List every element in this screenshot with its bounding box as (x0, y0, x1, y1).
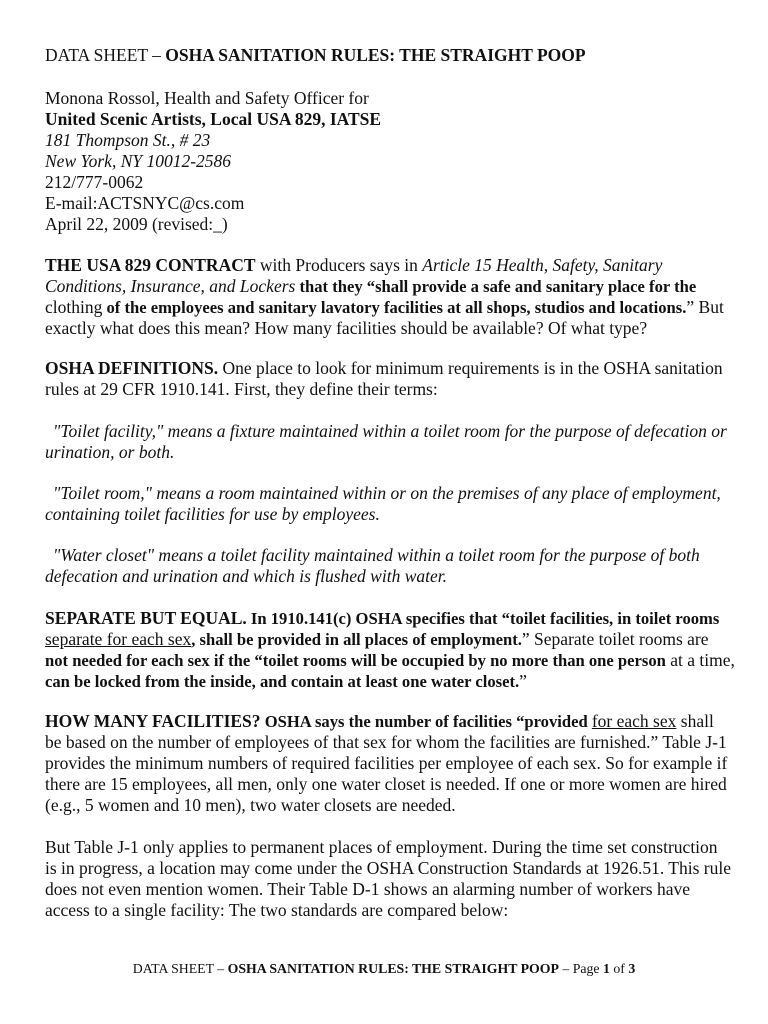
text-run: of the employees and sanitary lavatory facilities at all shops, studios and locations. (102, 298, 687, 317)
title-prefix: DATA SHEET – (45, 45, 166, 65)
page-total: 3 (628, 961, 636, 976)
email-address: E-mail:ACTSNYC@cs.com (45, 193, 245, 213)
text-run: rules at 29 CFR 1910.141. First, they define their terms: (45, 379, 438, 399)
text-line (45, 358, 723, 379)
phone-number: 212/777-0062 (45, 172, 144, 192)
text-line (45, 671, 735, 692)
section-heading: SEPARATE BUT EQUAL. (45, 608, 247, 628)
text-line (45, 753, 727, 774)
text-run: Conditions, Insurance, and Lockers (45, 276, 296, 296)
text-line (45, 629, 735, 650)
text-line (45, 297, 724, 318)
author-name-line: Monona Rossol, Health and Safety Officer for (45, 88, 369, 108)
text-line: But Table J-1 only applies to permanent places of employment. During the time set construction (45, 837, 718, 857)
text-line: urination, or both. (45, 442, 175, 462)
text-line: "Toilet room," means a room maintained within or on the premises of any place of employment, (53, 483, 721, 503)
page-footer (0, 960, 768, 978)
quote-definition (45, 421, 727, 463)
text-run: provides the minimum numbers of required facilities per employee of each sex. So for example if (45, 753, 728, 773)
footer-prefix: DATA SHEET – (132, 961, 228, 976)
quote-definition (45, 483, 721, 525)
page-title (45, 45, 586, 66)
text-run: ” (519, 671, 527, 691)
text-line: is in progress, a location may come under the OSHA Construction Standards at 1926.51. This rule (45, 858, 731, 878)
title-text: OSHA SANITATION RULES: THE STRAIGHT POOP (165, 45, 586, 65)
text-run: , shall be provided in all places of employment. (191, 630, 522, 649)
text-run: be based on the number of employees of that sex for whom the facilities are furnished.” Table J-1 (45, 732, 727, 752)
text-line (45, 608, 735, 629)
separate-paragraph (45, 608, 735, 692)
text-run: can be locked from the inside, and contain at least one water closet. (45, 672, 520, 691)
text-run: In 1910.141(c) OSHA specifies that “toilet facilities, in toilet rooms (246, 609, 720, 628)
underlined-text: for each sex (591, 711, 677, 731)
document-date: April 22, 2009 (revised:_) (45, 214, 228, 234)
construction-paragraph (45, 837, 731, 921)
text-run: not needed for each sex if the “toilet rooms will be occupied by no more than one person (45, 651, 666, 670)
quote-definition (45, 545, 700, 587)
text-run: ” But (686, 297, 724, 317)
contract-paragraph (45, 255, 724, 339)
text-run: (e.g., 5 women and 10 men), two water closets are needed. (45, 795, 456, 815)
text-line (45, 795, 727, 816)
section-heading: OSHA DEFINITIONS. (45, 358, 219, 378)
section-heading: HOW MANY FACILITIES? (45, 711, 261, 731)
text-run: One place to look for minimum requirements is in the OSHA sanitation (218, 358, 723, 378)
text-run: that they “shall provide a safe and sanitary place for the (295, 277, 697, 296)
definitions-paragraph (45, 358, 723, 400)
text-line: "Water closet" means a toilet facility maintained within a toilet room for the purpose of both (53, 545, 700, 565)
text-run: exactly what does this mean? How many facilities should be available? Of what type? (45, 318, 648, 338)
footer-title: OSHA SANITATION RULES: THE STRAIGHT POOP (227, 961, 559, 976)
text-run: Article 15 Health, Safety, Sanitary (422, 255, 663, 275)
text-line: "Toilet facility," means a fixture maintained within a toilet room for the purpose of defecation or (53, 421, 727, 441)
text-line: does not even mention women. Their Table D-1 shows an alarming number of workers have (45, 879, 690, 899)
street-address: 181 Thompson St., # 23 (45, 130, 211, 150)
text-run: with Producers says in (255, 255, 423, 275)
text-line (45, 650, 735, 671)
text-line: access to a single facility: The two standards are compared below: (45, 900, 509, 920)
author-block (45, 88, 381, 235)
text-run: at a time, (665, 650, 735, 670)
facilities-paragraph (45, 711, 727, 816)
page-header (45, 45, 586, 66)
text-run: clothing (45, 297, 103, 317)
text-run: ” Separate toilet rooms are (521, 629, 709, 649)
text-line (45, 774, 727, 795)
text-line: defecation and urination and which is flushed with water. (45, 566, 448, 586)
text-line (45, 732, 727, 753)
text-run: there are 15 employees, all men, only one water closet is needed. If one or more women are hired (45, 774, 727, 794)
footer-of-label: of (609, 961, 629, 976)
page-number: 1 (603, 961, 610, 976)
text-line: containing toilet facilities for use by employees. (45, 504, 380, 524)
section-heading: THE USA 829 CONTRACT (45, 255, 256, 275)
city-address: New York, NY 10012-2586 (45, 151, 232, 171)
organization-name: United Scenic Artists, Local USA 829, IATSE (45, 109, 382, 129)
text-line (45, 255, 724, 276)
text-line (45, 379, 723, 400)
text-run: OSHA says the number of facilities “provided (260, 712, 592, 731)
text-run: shall (676, 711, 714, 731)
text-line (45, 318, 724, 339)
text-line (45, 711, 727, 732)
text-line (45, 276, 724, 297)
underlined-text: separate for each sex (45, 629, 192, 649)
footer-page-label: – Page (558, 961, 604, 976)
